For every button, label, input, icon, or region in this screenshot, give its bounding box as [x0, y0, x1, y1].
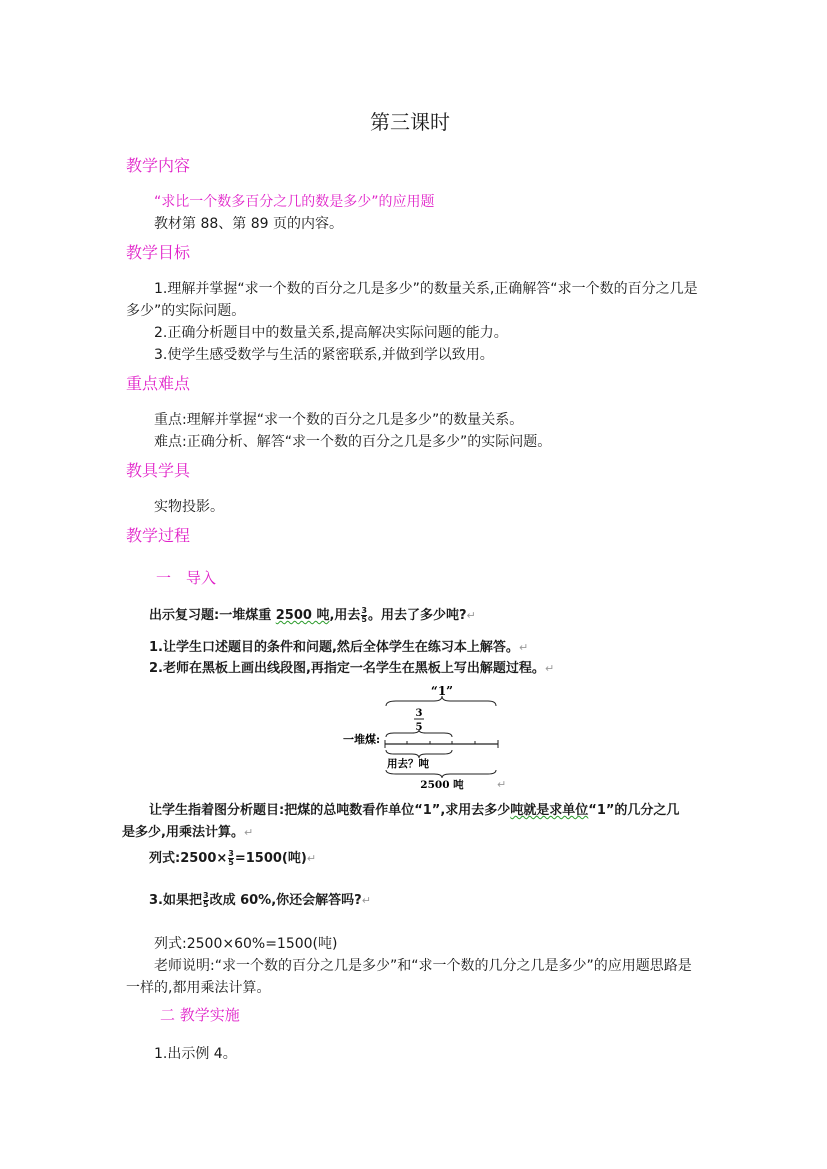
diagram-total-label: 2500 吨 [420, 779, 464, 791]
review-mid: ,用去 [329, 608, 361, 623]
content-pages: 教材第 88、第 89 页的内容。 [154, 216, 343, 232]
review-suffix: 。用去了多少吨? [367, 608, 467, 623]
item-1 [149, 636, 528, 655]
fraction-denominator: 5 [202, 900, 209, 909]
example-4: 1.出示例 4。 [154, 1046, 237, 1062]
review-question [149, 604, 476, 624]
heading-teaching-content: 教学内容 [126, 156, 191, 175]
fraction-three-fifths [361, 607, 367, 624]
analysis-line2-text: 是多少,用乘法计算。 [122, 825, 244, 840]
review-prefix: 出示复习题:一堆煤重 [149, 608, 276, 623]
fraction-numerator: 3 [361, 606, 367, 615]
heading-teaching-process: 教学过程 [126, 526, 191, 545]
fraction-denominator: 5 [361, 615, 367, 624]
line-segment-diagram [330, 684, 520, 792]
step-2-heading: 二 教学实施 [160, 1006, 240, 1024]
diagram-pile-label: 一堆煤: [343, 733, 381, 746]
teacher-explanation-line2: 一样的,都用乘法计算。 [126, 980, 271, 996]
tools-text: 实物投影。 [154, 499, 224, 515]
fraction-denominator: 5 [228, 858, 234, 867]
return-mark: ↵ [466, 609, 476, 622]
question-3 [149, 889, 371, 909]
key-point: 重点:理解并掌握“求一个数的百分之几是多少”的数量关系。 [154, 412, 524, 428]
heading-teaching-tools: 教具学具 [126, 461, 191, 480]
difficult-point: 难点:正确分析、解答“求一个数的百分之几是多少”的实际问题。 [154, 434, 552, 450]
item-2-text: 2.老师在黑板上画出线段图,再指定一名学生在黑板上写出解题过程。 [149, 661, 545, 676]
page-title: 第三课时 [370, 110, 450, 134]
content-topic: “求比一个数多百分之几的数是多少”的应用题 [154, 194, 435, 210]
fraction-numerator: 3 [228, 849, 234, 858]
item-1-text: 1.让学生口述题目的条件和问题,然后全体学生在练习本上解答。 [149, 640, 519, 655]
analysis-line2 [122, 821, 253, 840]
return-mark: ↵ [361, 894, 371, 907]
return-mark: ↵ [243, 826, 254, 839]
review-amount: 2500 吨 [275, 608, 330, 623]
diagram-frac-num: 3 [415, 708, 423, 719]
goal-1-line1: 1.理解并掌握“求一个数的百分之几是多少”的数量关系,正确解答“求一个数的百分之几是 [154, 281, 698, 297]
formula-1-suffix: =1500(吨) [234, 851, 307, 866]
fraction-three-fifths [203, 892, 209, 909]
return-mark: ↵ [544, 662, 555, 675]
return-mark: ↵ [497, 778, 507, 791]
diagram-unit-label: “1” [430, 684, 454, 698]
heading-teaching-goals: 教学目标 [126, 243, 191, 262]
analysis-line1 [149, 799, 679, 818]
return-mark: ↵ [306, 852, 317, 865]
fraction-three-fifths [228, 850, 234, 867]
analysis-line1-a: 让学生指着图分析题目:把煤的总吨数看作单位“1”,求用去多少 [149, 803, 511, 818]
question-3-prefix: 3.如果把 [149, 893, 202, 908]
question-3-suffix: 改成 60%,你还会解答吗? [209, 893, 362, 908]
goal-2: 2.正确分析题目中的数量关系,提高解决实际问题的能力。 [154, 325, 508, 341]
goal-1-line2: 多少”的实际问题。 [126, 303, 246, 319]
goal-3: 3.使学生感受数学与生活的紧密联系,并做到学以致用。 [154, 347, 494, 363]
step-1-heading: 一 导入 [156, 569, 217, 587]
fraction-numerator: 3 [202, 891, 209, 900]
analysis-line1-b: 吨就是求单位 [510, 803, 589, 818]
return-mark: ↵ [518, 641, 529, 654]
formula-1 [149, 847, 316, 867]
diagram-used-label: 用去？吨 [387, 758, 429, 770]
formula-1-prefix: 列式:2500× [149, 851, 228, 866]
teacher-explanation-line1: 老师说明:“求一个数的百分之几是多少”和“求一个数的几分之几是多少”的应用题思路是 [154, 958, 692, 974]
heading-key-points: 重点难点 [126, 374, 191, 393]
formula-2: 列式:2500×60%=1500(吨) [154, 936, 338, 952]
item-2 [149, 657, 554, 676]
analysis-line1-c: “1”的几分之几 [588, 803, 680, 818]
diagram-frac-den: 5 [415, 722, 423, 733]
